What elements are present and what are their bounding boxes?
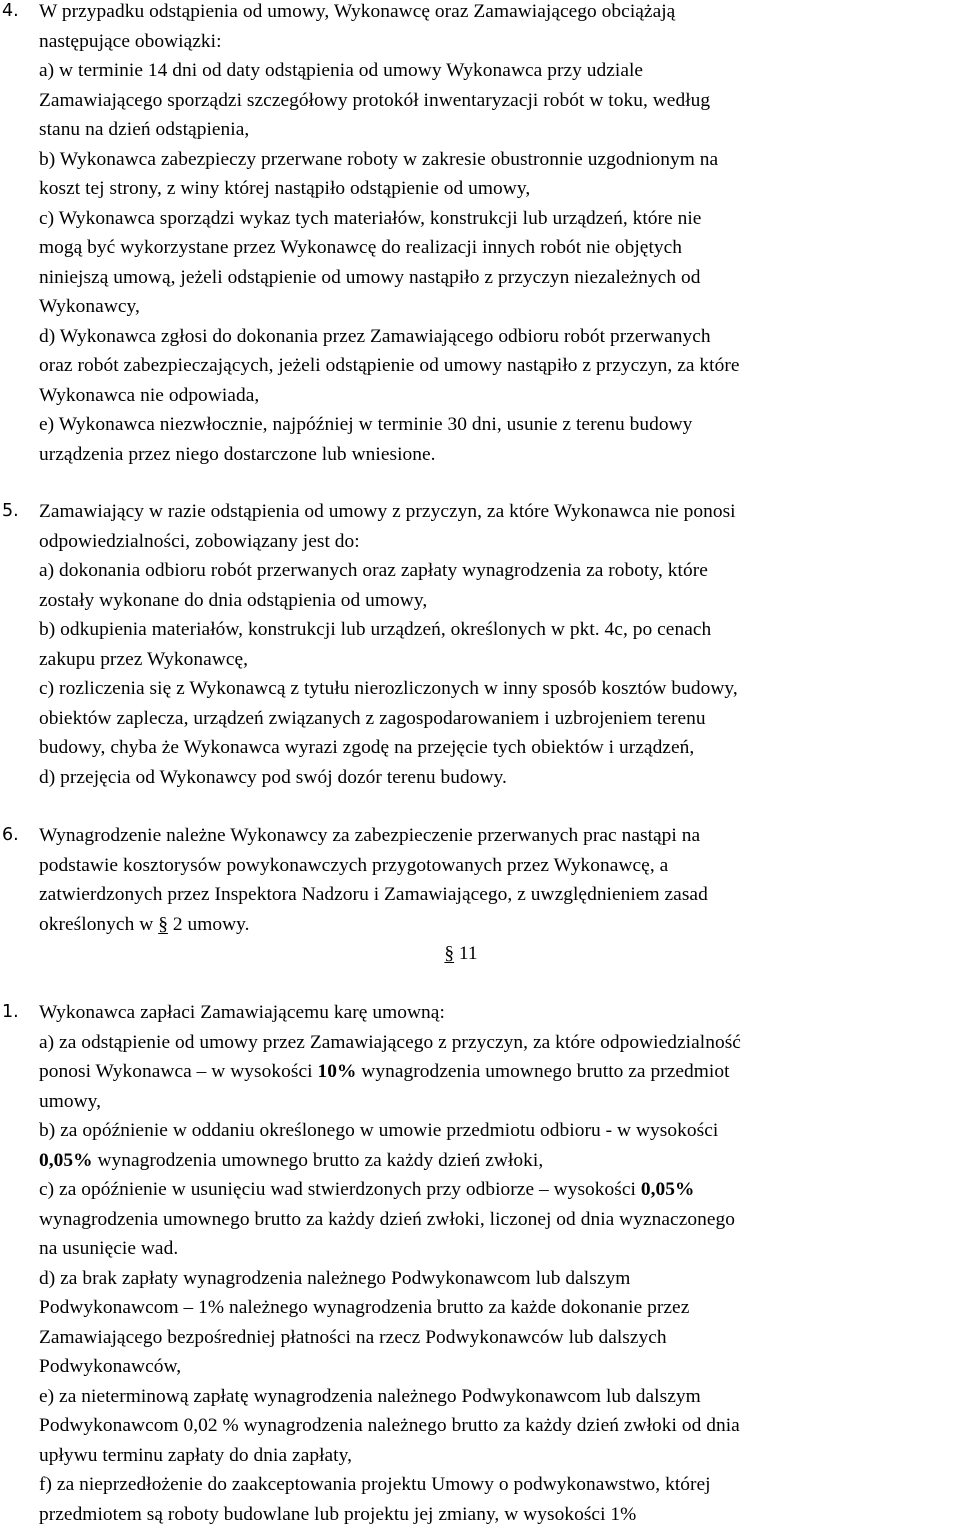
text-line: b) odkupienia materiałów, konstrukcji lub urządzeń, określonych w pkt. 4c, po cenach <box>39 619 712 640</box>
text-line: przedmiotem są roboty budowlane lub projektu jej zmiany, w wysokości 1% <box>39 1503 637 1525</box>
text-line: d) przejęcia od Wykonawcy pod swój dozór terenu budowy. <box>39 766 507 788</box>
text-fragment: wynagrodzenia umownego brutto za każdy dzień zwłoki, <box>92 1149 544 1171</box>
text-line: c) Wykonawca sporządzi wykaz tych materiałów, konstrukcji lub urządzeń, które nie <box>39 207 702 229</box>
text-line: f) za nieprzedłożenie do zaakceptowania projektu Umowy o podwykonawstwo, której <box>39 1474 711 1495</box>
text-fragment: określonych w <box>39 913 159 935</box>
section-sign: § <box>158 913 168 935</box>
text-line: a) za odstąpienie od umowy przez Zamawiającego z przyczyn, za które odpowiedzialność <box>39 1031 741 1053</box>
text-fragment: 2 umowy. <box>167 913 250 935</box>
text-line: Zamawiającego bezpośredniej płatności na rzecz Podwykonawców lub dalszych <box>39 1326 667 1348</box>
section-5-text <box>39 497 960 792</box>
text-fragment: c) za opóźnienie w usunięciu wad stwierdzonych przy odbiorze – wysokości <box>39 1179 641 1200</box>
text-line: zatwierdzonych przez Inspektora Nadzoru i Zamawiającego, z uwzględnieniem zasad <box>39 884 708 905</box>
text-line: upływu terminu zapłaty do dnia zapłaty, <box>39 1444 353 1466</box>
text-line: mogą być wykorzystane przez Wykonawcę do realizacji innych robót nie objętych <box>39 237 683 258</box>
text-line: Zamawiający w razie odstąpienia od umowy z przyczyn, za które Wykonawca nie ponosi <box>39 501 736 522</box>
text-line: niniejszą umową, jeżeli odstąpienie od umowy nastąpiło z przyczyn niezależnych od <box>39 266 701 288</box>
text-line: Podwykonawcom – 1% należnego wynagrodzenia brutto za każde dokonanie przez <box>39 1297 690 1318</box>
text-line: Wykonawcy, <box>39 296 140 317</box>
text-line: e) za nieterminową zapłatę wynagrodzenia należnego Podwykonawcom lub dalszym <box>39 1385 701 1407</box>
text-line: budowy, chyba że Wykonawca wyrazi zgodę na przejęcie tych obiektów i urządzeń, <box>39 737 695 758</box>
paragraph-heading <box>0 939 960 969</box>
text-line: a) dokonania odbioru robót przerwanych oraz zapłaty wynagrodzenia za roboty, które <box>39 560 708 581</box>
section-4-number: 4. <box>2 1 19 21</box>
text-line: Wynagrodzenie należne Wykonawcy za zabezpieczenie przerwanych prac nastąpi na <box>39 825 701 846</box>
text-line: umowy, <box>39 1090 102 1112</box>
section-6-text <box>39 821 960 939</box>
text-line: c) rozliczenia się z Wykonawcą z tytułu nierozliczonych w inny sposób kosztów budowy, <box>39 678 738 699</box>
text-line: koszt tej strony, z winy której nastąpiło odstąpienie od umowy, <box>39 178 531 199</box>
text-line: Wykonawca nie odpowiada, <box>39 384 260 406</box>
text-line: zostały wykonane do dnia odstąpienia od umowy, <box>39 589 428 611</box>
text-line: następujące obowiązki: <box>39 30 222 52</box>
section-4-text <box>39 0 960 469</box>
text-line <box>39 1057 960 1087</box>
bold-value: 10% <box>317 1061 357 1082</box>
text-line: b) Wykonawca zabezpieczy przerwane roboty w zakresie obustronnie uzgodnionym na <box>39 148 719 170</box>
bold-value: 0,05% <box>39 1149 93 1171</box>
text-line: zakupu przez Wykonawcę, <box>39 648 249 670</box>
text-line: wynagrodzenia umownego brutto za każdy dzień zwłoki, liczonej od dnia wyznaczonego <box>39 1208 735 1230</box>
text-line: e) Wykonawca niezwłocznie, najpóźniej w terminie 30 dni, usunie z terenu budowy <box>39 414 693 435</box>
section-6-number: 6. <box>2 825 19 845</box>
text-line: podstawie kosztorysów powykonawczych przygotowanych przez Wykonawcę, a <box>39 854 669 876</box>
text-line <box>39 1146 960 1176</box>
text-line: d) Wykonawca zgłosi do dokonania przez Zamawiającego odbioru robót przerwanych <box>39 325 711 347</box>
text-line: d) za brak zapłaty wynagrodzenia należnego Podwykonawcom lub dalszym <box>39 1267 631 1289</box>
text-line: W przypadku odstąpienia od umowy, Wykonawcę oraz Zamawiającego obciążają <box>39 1 676 22</box>
text-fragment: ponosi Wykonawca – w wysokości <box>39 1061 318 1082</box>
text-line <box>39 910 960 940</box>
text-fragment: wynagrodzenia umownego brutto za przedmiot <box>356 1061 730 1082</box>
paragraph-heading-group <box>444 943 477 964</box>
text-line: a) w terminie 14 dni od daty odstąpienia od umowy Wykonawca przy udziale <box>39 60 644 81</box>
text-line: obiektów zaplecza, urządzeń związanych z zagospodarowaniem i uzbrojeniem terenu <box>39 707 706 729</box>
text-line: urządzenia przez niego dostarczone lub wniesione. <box>39 443 436 465</box>
bold-value: 0,05% <box>640 1179 695 1200</box>
text-line: oraz robót zabezpieczających, jeżeli odstąpienie od umowy nastąpiło z przyczyn, za które <box>39 355 740 376</box>
section-11-1-number: 1. <box>2 1002 19 1022</box>
section-5-number: 5. <box>2 501 19 521</box>
text-line: Zamawiającego sporządzi szczegółowy protokół inwentaryzacji robót w toku, według <box>39 89 711 111</box>
text-line: Podwykonawców, <box>39 1356 182 1377</box>
text-line: Wykonawca zapłaci Zamawiającemu karę umowną: <box>39 1002 445 1023</box>
text-line: Podwykonawcom 0,02 % wynagrodzenia należnego brutto za każdy dzień zwłoki od dnia <box>39 1415 740 1436</box>
text-line: odpowiedzialności, zobowiązany jest do: <box>39 530 360 552</box>
text-line: b) za opóźnienie w oddaniu określonego w umowie przedmiotu odbioru - w wysokości <box>39 1120 719 1141</box>
text-line <box>39 1175 960 1205</box>
paragraph-number: 11 <box>454 943 478 964</box>
text-line: stanu na dzień odstąpienia, <box>39 119 250 140</box>
section-11-1-text <box>39 998 960 1529</box>
text-line: na usunięcie wad. <box>39 1238 179 1259</box>
section-sign: § <box>444 943 455 964</box>
